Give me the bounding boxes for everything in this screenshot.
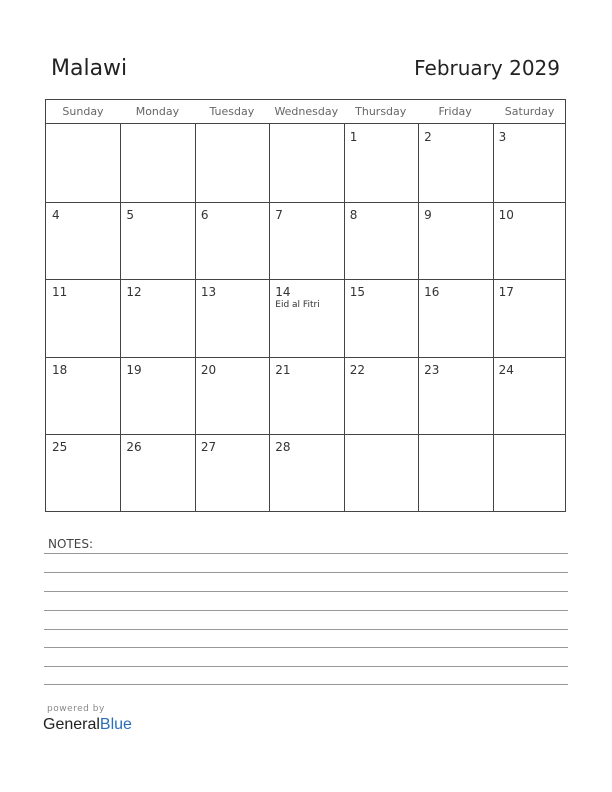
day-cell[interactable]	[46, 434, 120, 512]
notes-line	[44, 684, 568, 685]
day-cell[interactable]	[344, 202, 418, 280]
day-cell[interactable]	[195, 124, 269, 202]
day-cell[interactable]	[493, 124, 567, 202]
day-cell[interactable]	[493, 202, 567, 280]
day-cell[interactable]	[269, 434, 343, 512]
day-number: 9	[424, 207, 432, 222]
day-cell[interactable]	[120, 202, 194, 280]
day-cell[interactable]	[269, 124, 343, 202]
day-cell[interactable]	[269, 357, 343, 435]
day-number: 6	[200, 207, 209, 222]
day-number: 1	[349, 130, 358, 144]
day-cell[interactable]	[46, 357, 120, 435]
day-cell[interactable]	[120, 124, 194, 202]
day-cell[interactable]	[418, 434, 492, 512]
day-number: 27	[200, 440, 217, 455]
day-cell[interactable]	[269, 202, 343, 280]
day-number: 8	[349, 207, 358, 222]
day-number: 5	[126, 207, 135, 222]
day-cell[interactable]	[344, 434, 418, 512]
day-number: 7	[275, 207, 283, 222]
day-number: 17	[498, 285, 514, 300]
day-cell[interactable]	[493, 357, 567, 435]
day-number: 4	[52, 207, 60, 222]
day-number: 13	[200, 285, 217, 300]
month-title: February 2029	[414, 56, 560, 80]
day-cell[interactable]	[269, 279, 343, 357]
notes-line	[44, 591, 568, 592]
day-number: 26	[126, 440, 142, 455]
weekday-monday: Monday	[135, 105, 180, 118]
country-title: Malawi	[51, 56, 128, 81]
powered-by-text: powered by	[47, 704, 105, 714]
day-cell[interactable]	[418, 124, 492, 202]
day-number: 22	[349, 362, 365, 377]
day-number: 18	[52, 362, 68, 377]
weekday-friday: Friday	[438, 105, 472, 118]
day-number: 28	[275, 440, 291, 455]
weekday-sunday: Sunday	[62, 105, 104, 118]
day-cell[interactable]	[344, 357, 418, 435]
weekday-tuesday: Tuesday	[209, 105, 255, 118]
day-number: 14	[275, 285, 291, 300]
weekday-thursday: Thursday	[355, 105, 407, 118]
day-cell[interactable]	[120, 279, 194, 357]
day-cell[interactable]	[46, 124, 120, 202]
day-number: 19	[126, 362, 142, 377]
weekday-saturday: Saturday	[504, 105, 555, 118]
day-number: 10	[498, 207, 514, 222]
weekday-header-row	[46, 100, 565, 124]
logo-general: General	[43, 716, 100, 733]
notes-line	[44, 553, 568, 554]
day-cell[interactable]	[418, 357, 492, 435]
day-number: 3	[498, 130, 507, 144]
day-cell[interactable]	[344, 279, 418, 357]
holiday-label: Eid al Fitri	[275, 300, 320, 311]
day-cell[interactable]	[418, 202, 492, 280]
notes-line	[44, 647, 568, 648]
day-cell[interactable]	[493, 434, 567, 512]
weekday-wednesday: Wednesday	[274, 105, 339, 118]
day-number: 11	[52, 285, 68, 300]
day-number: 20	[200, 362, 217, 377]
day-number: 16	[424, 285, 440, 300]
day-cell[interactable]	[46, 279, 120, 357]
day-number: 25	[52, 440, 68, 455]
day-cell[interactable]	[195, 357, 269, 435]
day-number: 24	[498, 362, 514, 377]
calendar-grid	[45, 99, 566, 512]
notes-label: NOTES:	[48, 537, 93, 551]
day-number: 15	[349, 285, 365, 300]
notes-line	[44, 666, 568, 667]
day-number: 23	[424, 362, 440, 377]
generalblue-logo	[43, 716, 132, 734]
day-cell[interactable]	[418, 279, 492, 357]
day-cell[interactable]	[195, 202, 269, 280]
day-cell[interactable]	[120, 357, 194, 435]
day-cell[interactable]	[195, 279, 269, 357]
day-number: 2	[424, 130, 432, 144]
notes-line	[44, 629, 568, 630]
notes-line	[44, 572, 568, 573]
day-cell[interactable]	[195, 434, 269, 512]
day-number: 21	[275, 362, 291, 377]
day-cell[interactable]	[120, 434, 194, 512]
day-cell[interactable]	[493, 279, 567, 357]
logo-blue: Blue	[99, 716, 132, 733]
notes-line	[44, 610, 568, 611]
day-cell[interactable]	[46, 202, 120, 280]
day-number: 12	[126, 285, 142, 300]
day-cell[interactable]	[344, 124, 418, 202]
